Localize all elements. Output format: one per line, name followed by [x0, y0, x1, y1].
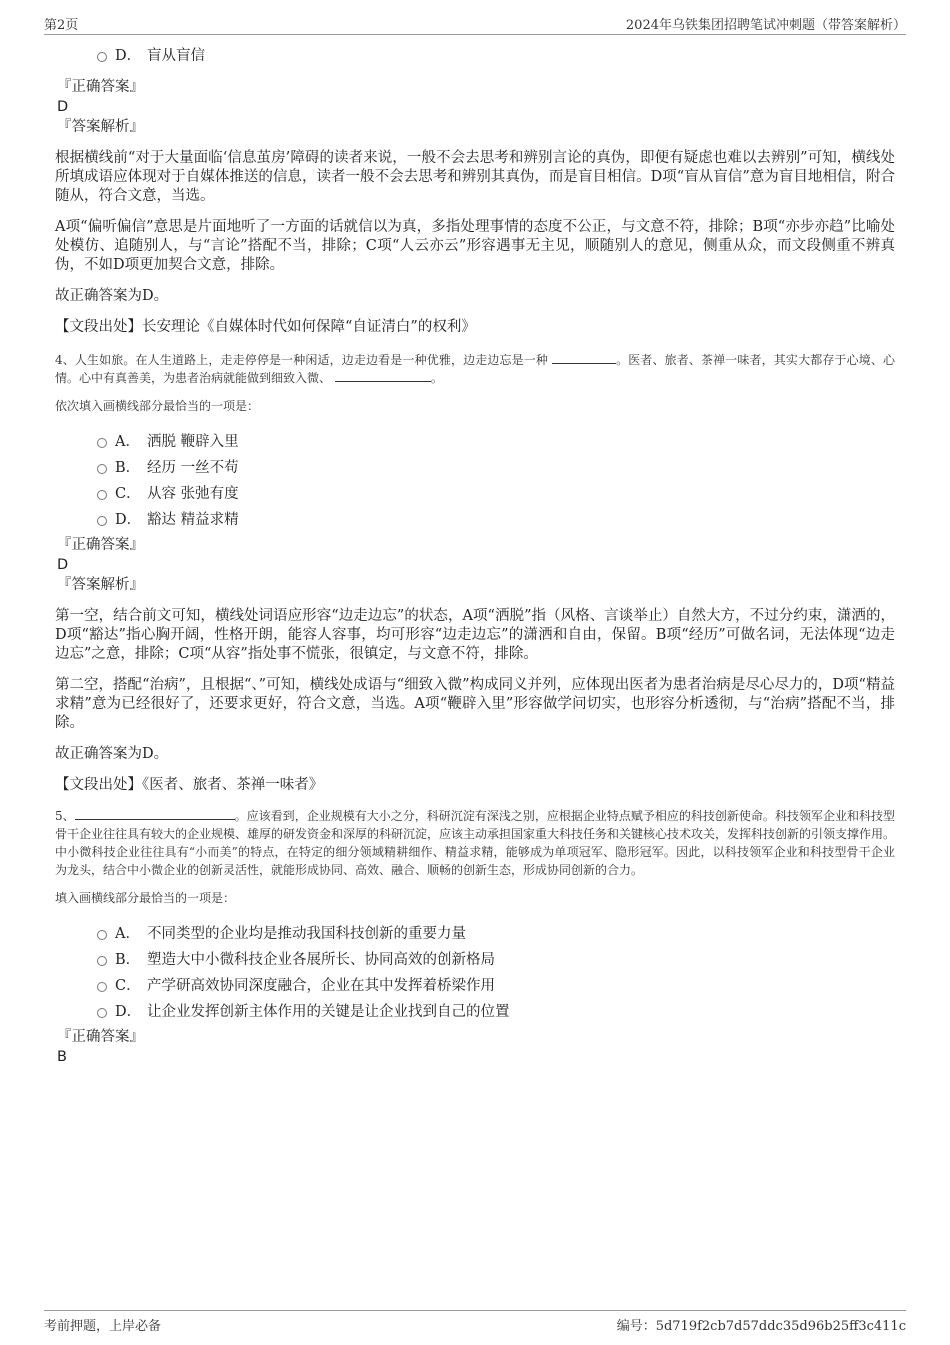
analysis-paragraph: 根据横线前“对于大量面临‘信息茧房’障碍的读者来说，一般不会去思考和辨别言论的真伪，即便有疑虑也难以去辨别”可知，横线处所填成语应体现对于自媒体推送的信息，读者一般不会去思考和辨别其真伪，而是盲目相信。D项“盲从盲信”意为盲目地相信，附合随从，符合文意，当选。: [55, 150, 895, 204]
q4-option-d[interactable]: [55, 507, 895, 533]
analysis-label: 『答案解析』: [57, 119, 144, 135]
analysis-label: 『答案解析』: [57, 577, 144, 593]
option-text: 塑造大中小微科技企业各展所长、协同高效的创新格局: [147, 952, 495, 968]
radio-icon[interactable]: [97, 438, 107, 448]
radio-icon[interactable]: [97, 982, 107, 992]
radio-icon[interactable]: [97, 52, 107, 62]
option-letter: B．: [115, 952, 141, 968]
q3-option-d[interactable]: [55, 43, 895, 69]
option-letter: A．: [115, 434, 140, 450]
answer-blank: [552, 351, 616, 364]
option-text: 经历 一丝不苟: [147, 460, 239, 476]
option-text: 豁达 精益求精: [147, 512, 239, 528]
page-number: 第2页: [44, 18, 79, 33]
radio-icon[interactable]: [97, 956, 107, 966]
correct-answer-label: 『正确答案』: [57, 1029, 144, 1045]
option-text: 不同类型的企业均是推动我国科技创新的重要力量: [147, 926, 466, 942]
correct-answer: D: [57, 99, 69, 115]
option-text: 从容 张弛有度: [147, 486, 239, 502]
question-4-text: 4、人生如旅。在人生道路上，走走停停是一种闲适，边走边看是一种优雅，边走边忘是一种 。医者、旅者、茶禅一味者，其实大都存于心境、心情。心中有真善美，为患者治病就能做到细致入微、 。: [55, 353, 895, 385]
page-content: [55, 40, 895, 1067]
q4-option-c[interactable]: [55, 481, 895, 507]
option-text: 让企业发挥创新主体作用的关键是让企业找到自己的位置: [147, 1004, 510, 1020]
option-text: 产学研高效协同深度融合，企业在其中发挥着桥梁作用: [147, 978, 495, 994]
q4-options: [55, 429, 895, 533]
analysis-paragraph: 第一空，结合前文可知，横线处词语应形容“边走边忘”的状态，A项“洒脱”指（风格、言谈举止）自然大方，不过分约束，潇洒的，D项“豁达”指心胸开阔，性格开朗，能容人容事，均可形容“边走边忘”的潇洒和自由，保留。B项“经历”可做名词，无法体现“边走边忘”之意，排除；C项“从容”指处事不慌张，很镇定，与文意不符，排除。: [55, 608, 895, 662]
source-note: 【文段出处】长安理论《自媒体时代如何保障“自证清白”的权利》: [55, 319, 476, 335]
option-letter: B．: [115, 460, 141, 476]
radio-icon[interactable]: [97, 1008, 107, 1018]
analysis-paragraph: 第二空，搭配“治病”，且根据“、”可知，横线处成语与“细致入微”构成同义并列，应体现出医者为患者治病是尽心尽力的，D项“精益求精”意为已经很好了，还要求更好，符合文意，当选。A项“鞭辟入里”形容做学问切实，也形容分析透彻，与“治病”搭配不当，排除。: [55, 677, 895, 731]
correct-answer-label: 『正确答案』: [57, 537, 144, 553]
document-title: 2024年乌铁集团招聘笔试冲刺题（带答案解析）: [625, 18, 906, 33]
correct-answer: D: [57, 557, 69, 573]
answer-blank: [75, 807, 235, 820]
q4-option-a[interactable]: [55, 429, 895, 455]
correct-answer: B: [57, 1049, 67, 1065]
question-prompt: 依次填入画横线部分最恰当的一项是：: [55, 399, 260, 413]
radio-icon[interactable]: [97, 490, 107, 500]
source-note: 【文段出处】《医者、旅者、茶禅一味者》: [55, 777, 324, 793]
q5-options: [55, 921, 895, 1025]
option-text: 洒脱 鞭辟入里: [147, 434, 239, 450]
radio-icon[interactable]: [97, 516, 107, 526]
analysis-paragraph: A项“偏听偏信”意思是片面地听了一方面的话就信以为真，多指处理事情的态度不公正，与文意不符，排除；B项“亦步亦趋”比喻处处模仿、追随别人，与“言论”搭配不当，排除；C项“人云亦云”形容遇事无主见，顺随别人的意见，侧重从众，而文段侧重不辨真伪，不如D项更加契合文意，排除。: [55, 219, 895, 273]
page-footer: [44, 1310, 906, 1337]
question-prompt: 填入画横线部分最恰当的一项是：: [55, 891, 236, 905]
analysis-conclusion: 故正确答案为D。: [55, 746, 169, 762]
q5-option-d[interactable]: [55, 999, 895, 1025]
option-text: 盲从盲信: [147, 48, 205, 64]
correct-answer-label: 『正确答案』: [57, 79, 144, 95]
q5-option-c[interactable]: [55, 973, 895, 999]
page-header: [44, 12, 906, 35]
q5-option-b[interactable]: [55, 947, 895, 973]
option-letter: C．: [115, 978, 141, 994]
option-letter: D．: [115, 1004, 142, 1020]
option-letter: D．: [115, 48, 142, 64]
radio-icon[interactable]: [97, 464, 107, 474]
answer-blank: [335, 369, 431, 382]
option-letter: C．: [115, 486, 141, 502]
document-id: 编号：5d719f2cb7d57ddc35d96b25ff3c411c: [616, 1319, 906, 1334]
footer-slogan: 考前押题，上岸必备: [44, 1319, 162, 1334]
q5-option-a[interactable]: [55, 921, 895, 947]
option-letter: A．: [115, 926, 140, 942]
radio-icon[interactable]: [97, 930, 107, 940]
option-letter: D．: [115, 512, 142, 528]
analysis-conclusion: 故正确答案为D。: [55, 288, 169, 304]
q4-option-b[interactable]: [55, 455, 895, 481]
question-5-text: 5、 。应该看到，企业规模有大小之分，科研沉淀有深浅之别，应根据企业特点赋予相应的科技创新使命。科技领军企业和科技型骨干企业往往具有较大的企业规模、雄厚的研发资金和深厚的科研沉淀，应该主动承担国家重大科技任务和关键核心技术攻关，发挥科技创新的引领支撑作用。中小微科技企业往往具有“小而美”的特点，在特定的细分领域精耕细作、精益求精，能够成为单项冠军、隐形冠军。因此，以科技领军企业和科技型骨干企业为龙头，结合中小微企业的创新灵活性，就能形成协同、高效、融合、顺畅的创新生态，形成协同创新的合力。: [55, 809, 896, 877]
